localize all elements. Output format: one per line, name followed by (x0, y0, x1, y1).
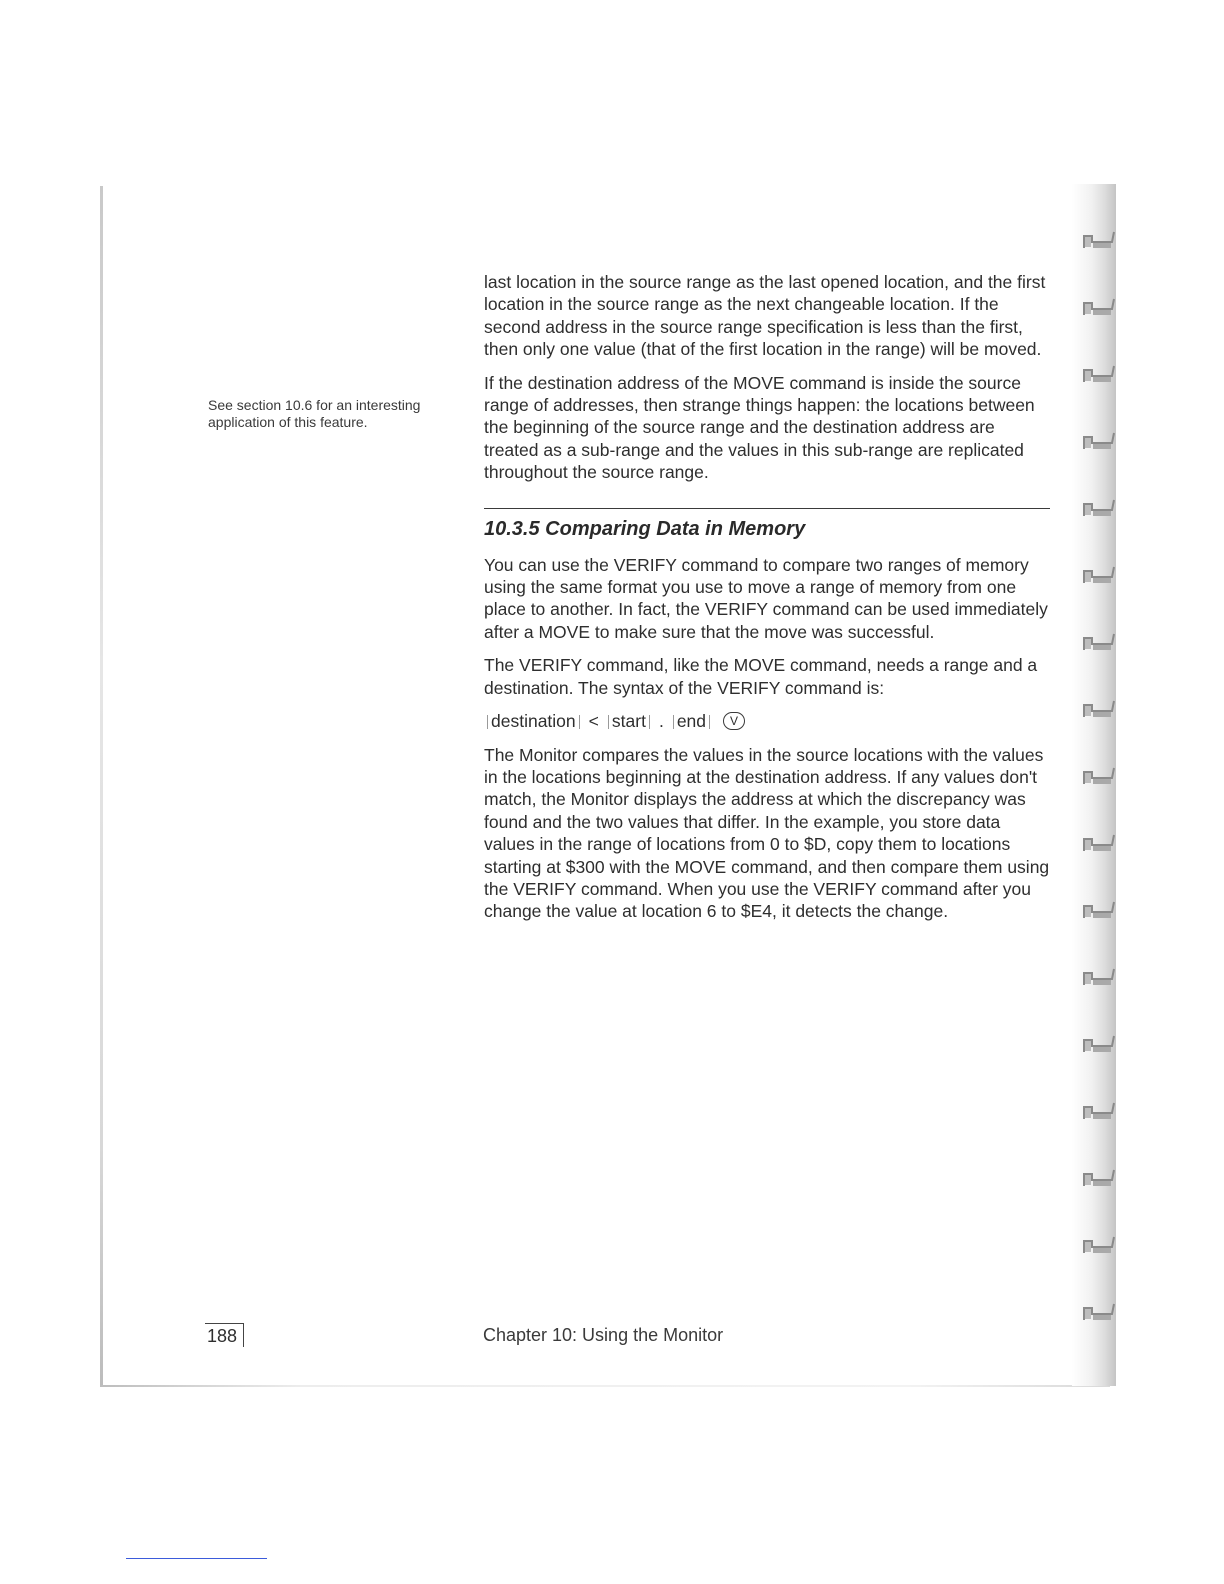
binding-ring-icon (1082, 898, 1116, 922)
page-number: 188 (205, 1323, 244, 1347)
paragraph-move-overlap: If the destination address of the MOVE command is inside the source range of addresses, then strange things happen: the locations between the beginning of the source range and the destination address are treated as a sub-range and the values in this sub-range are replicated throughout the source range. (484, 372, 1035, 483)
binding-ring-icon (1082, 764, 1116, 788)
binding-ring-icon (1082, 295, 1116, 319)
syntax-start: start (605, 710, 653, 732)
syntax-dot: . (658, 711, 664, 732)
main-text-column (484, 271, 1050, 934)
section-heading: 10.3.5 Comparing Data in Memory (484, 517, 806, 540)
binding-ring-icon (1082, 965, 1116, 989)
footer-chapter-title: Chapter 10: Using the Monitor (483, 1325, 724, 1345)
syntax-destination: destination (484, 710, 583, 732)
paragraph-continued: last location in the source range as the last opened location, and the first location in the source range as the next changeable location. If the second address in the source range specification is less than the first, then only one value (that of the first location in the range) will be moved. (484, 272, 1046, 360)
page-edge-left (100, 186, 103, 1386)
section-divider (484, 508, 1050, 509)
key-v-icon: V (723, 712, 745, 730)
binding-ring-icon (1082, 831, 1116, 855)
binding-ring-icon (1082, 362, 1116, 386)
binding-ring-icon (1082, 1300, 1116, 1324)
syntax-end: end (670, 710, 713, 732)
binding-ring-icon (1082, 697, 1116, 721)
binding-ring-icon (1082, 1099, 1116, 1123)
binding-ring-icon (1082, 1166, 1116, 1190)
binding-ring-icon (1082, 228, 1116, 252)
binding-ring-icon (1082, 1032, 1116, 1056)
bottom-underline (126, 1558, 267, 1559)
page-edge-bottom (100, 1385, 1110, 1387)
syntax-less-than: < (588, 711, 599, 732)
paragraph-verify-intro: You can use the VERIFY command to compare two ranges of memory using the same format you use to move a range of memory from one place to another. In fact, the VERIFY command can be used immediately after a MOVE to make sure that the move was successful. (484, 554, 1048, 642)
binding-ring-icon (1082, 429, 1116, 453)
verify-syntax (484, 710, 1050, 732)
binding-ring-icon (1082, 496, 1116, 520)
paragraph-verify-explanation: The Monitor compares the values in the source locations with the values in the locations beginning at the destination address. If any values don't match, the Monitor displays the address at which the discrepancy was found and the two values that differ. In the example, you store data values in the range of locations from 0 to $D, copy them to locations starting at $300 with the MOVE command, and then compare them using the VERIFY command. When you use the VERIFY command after you change the value at location 6 to $E4, it detects the change. (484, 744, 1050, 922)
margin-note: See section 10.6 for an interesting application of this feature. (208, 397, 421, 430)
paragraph-verify-syntax-intro: The VERIFY command, like the MOVE command, needs a range and a destination. The syntax of the VERIFY command is: (484, 655, 1038, 698)
binding-ring-icon (1082, 563, 1116, 587)
binding-ring-icon (1082, 630, 1116, 654)
binding-ring-icon (1082, 1233, 1116, 1257)
